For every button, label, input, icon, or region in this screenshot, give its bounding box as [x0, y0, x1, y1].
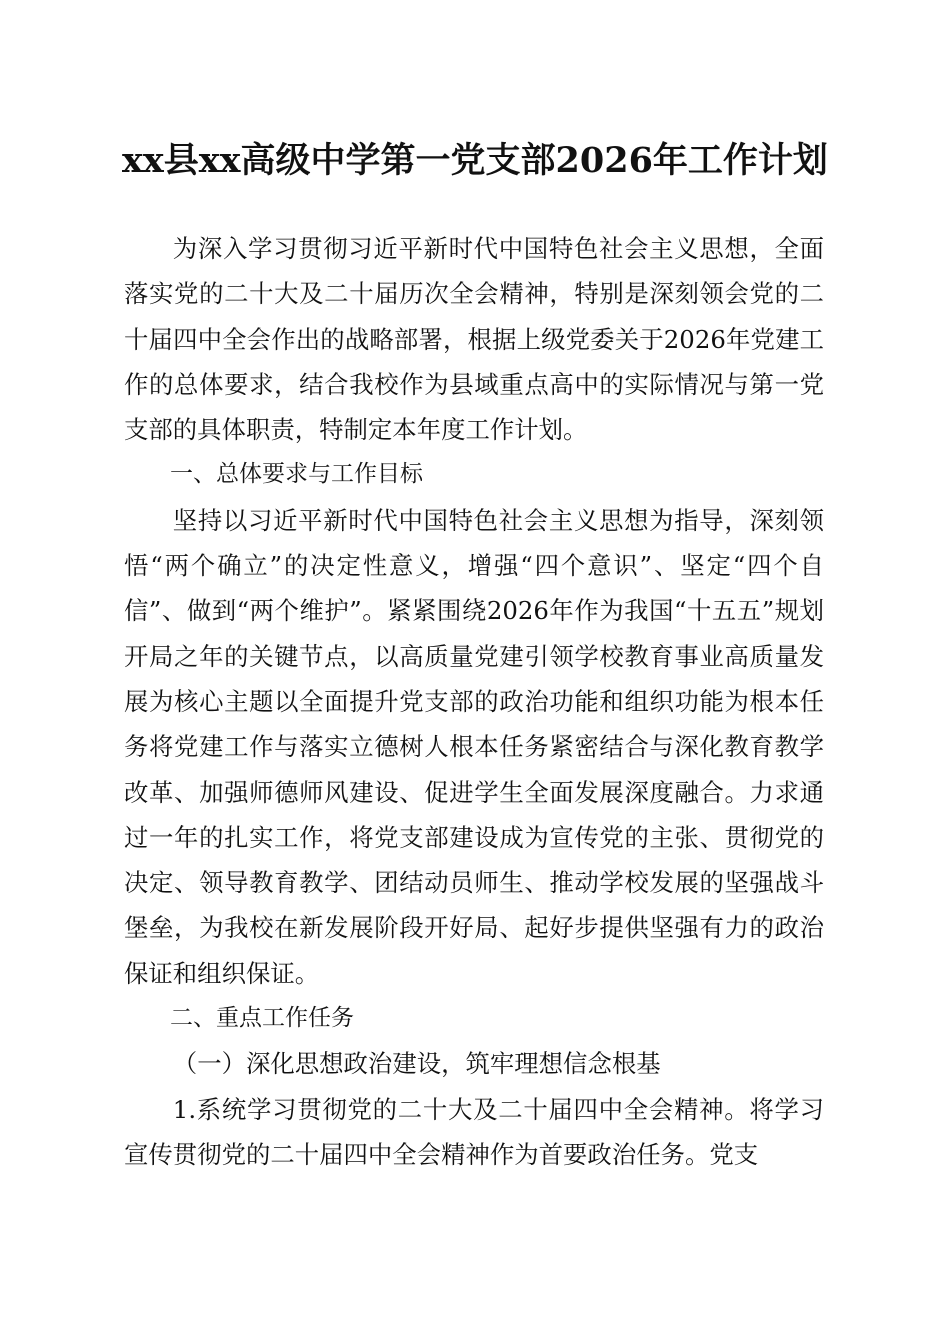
document-body: [124, 226, 824, 1177]
subsection-heading-ideology: （一）深化思想政治建设，筑牢理想信念根基: [172, 1049, 661, 1079]
goals-paragraph: 坚持以习近平新时代中国特色社会主义思想为指导，深刻领悟“两个确立”的决定性意义，增强“四个意识”、坚定“四个自信”、做到“两个维护”。紧紧围绕2026年作为我国“十五五”规划开局之年的关键节点，以高质量党建引领学校教育事业高质量发展为核心主题以全面提升党支部的政治功能和组织功能为根本任务将党建工作与落实立德树人根本任务紧密结合与深化教育教学改革、加强师德师风建设、促进学生全面发展深度融合。力求通过一年的扎实工作，将党支部建设成为宣传党的主张、贯彻党的决定、领导教育教学、团结动员师生、推动学校发展的坚强战斗堡垒，为我校在新发展阶段开好局、起好步提供坚强有力的政治保证和组织保证。: [124, 505, 824, 988]
task-item-1: 1.系统学习贯彻党的二十大及二十届四中全会精神。将学习宣传贯彻党的二十届四中全会精神作为首要政治任务。党支: [124, 1094, 824, 1169]
intro-paragraph: 为深入学习贯彻习近平新时代中国特色社会主义思想，全面落实党的二十大及二十届历次全会精神，特别是深刻领会党的二十届四中全会作出的战略部署，根据上级党委关于2026年党建工作的总体要求，结合我校作为县域重点高中的实际情况与第一党支部的具体职责，特制定本年度工作计划。: [124, 234, 824, 445]
section-heading-goals: 一、总体要求与工作目标: [170, 461, 423, 488]
section-heading-tasks: 二、重点工作任务: [170, 1005, 354, 1032]
document-title: xx县xx高级中学第一党支部2026年工作计划: [122, 140, 828, 181]
